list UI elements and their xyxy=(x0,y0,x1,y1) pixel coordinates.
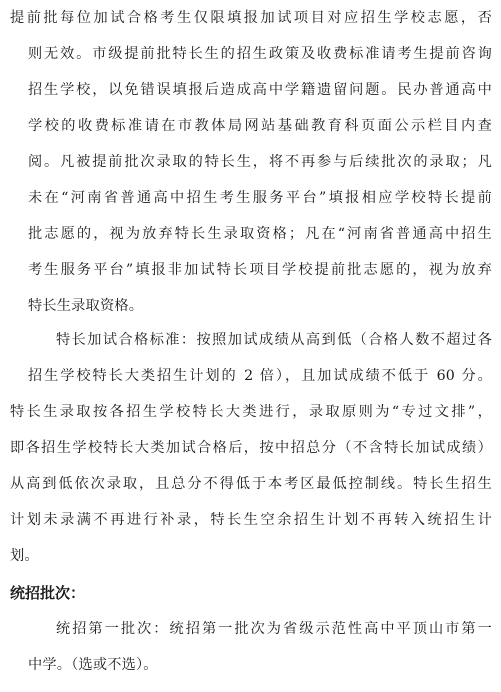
text-line: 统招第一批次：统招第一批次为省级示范性高中平顶山市第一 xyxy=(56,621,492,637)
text-line: 未在“河南省普通高中招生考生服务平台”填报相应学校特长提前 xyxy=(28,190,492,206)
specialty-qualification-paragraph xyxy=(10,322,492,574)
text-line: 招生学校，以免错误填报后造成高中学籍遗留问题。民办普通高中 xyxy=(28,82,492,98)
text-line: 学校的收费标准请在市教体局网站基础教育科页面公示栏目内查 xyxy=(28,118,492,134)
unified-first-batch-paragraph xyxy=(10,611,492,683)
section-heading-unified-admission: 统招批次： xyxy=(10,584,86,602)
text-line: 中学。（选或不选）。 xyxy=(28,657,158,673)
admission-policy-paragraph xyxy=(10,0,492,324)
text-line: 计划未录满不再进行补录，特长生空余招生计划不再转入统招生计 xyxy=(10,512,492,528)
text-line: 考生服务平台”填报非加试特长项目学校提前批志愿的，视为放弃 xyxy=(28,262,492,278)
text-line: 即各招生学校特长大类加试合格后，按中招总分（不含特长加试成绩） xyxy=(10,440,492,456)
text-line: 从高到低依次录取，且总分不得低于本考区最低控制线。特长生招生 xyxy=(10,476,492,492)
text-line: 提前批每位加试合格考生仅限填报加试项目对应招生学校志愿，否 xyxy=(10,10,492,26)
text-line: 招生学校特长大类招生计划的 2 倍），且加试成绩不低于 60 分。 xyxy=(28,368,492,384)
text-line: 特长加试合格标准：按照加试成绩从高到低（合格人数不超过各 xyxy=(56,332,492,348)
text-line: 特长生录取资格。 xyxy=(28,298,144,314)
text-line: 则无效。市级提前批特长生的招生政策及收费标准请考生提前咨询 xyxy=(28,46,492,62)
text-line: 阅。凡被提前批次录取的特长生，将不再参与后续批次的录取；凡 xyxy=(28,154,492,170)
text-line: 划。 xyxy=(10,548,39,564)
text-line: 特长生录取按各招生学校特长大类进行，录取原则为“专过文排”， xyxy=(10,404,492,420)
text-line: 批志愿的，视为放弃特长生录取资格；凡在“河南省普通高中招生 xyxy=(28,226,492,242)
